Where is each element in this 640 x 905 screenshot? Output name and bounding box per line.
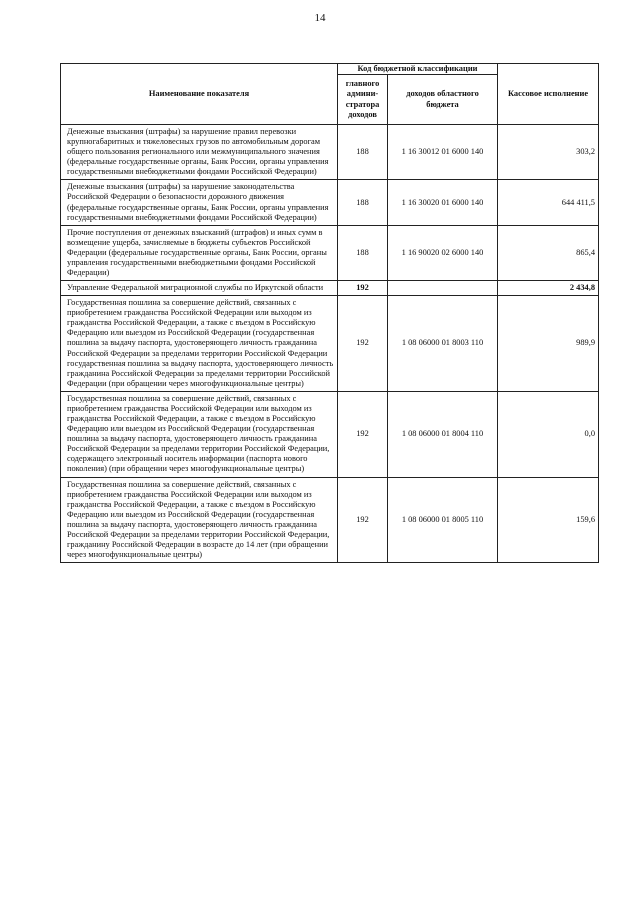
administrator-code-cell: 192 [338,391,388,477]
table-row [61,180,599,225]
revenue-code-cell: 1 08 06000 01 8004 110 [388,391,498,477]
cash-execution-cell: 2 434,8 [498,281,599,296]
table-row [61,477,599,563]
indicator-name-cell: Государственная пошлина за совершение действий, связанных с приобретением гражданства Российской Федерации или выходом из гражданства Российской Федерации, а также с въездом в Российскую Федерацию или выездом из Российской Федерации (государственная пошлина за выдачу паспорта, удостоверяющего личность гражданина Российской Федерации за пределами территории Российской Федерации, содержащего электронный носитель информации (паспорта нового поколения) (при обращении через многофункциональные центры) [61,391,338,477]
indicator-name-cell: Денежные взыскания (штрафы) за нарушение правил перевозки крупногабаритных и тяжеловесных грузов по автомобильным дорогам общего пользования регионального или межмуниципального значения (федеральные государственные органы, Банк России, органы управления государственными внебюджетными фондами Российской Федерации) [61,125,338,180]
administrator-code-cell: 192 [338,281,388,296]
administrator-code-cell: 188 [338,125,388,180]
administrator-code-cell: 188 [338,225,388,280]
revenue-code-cell: 1 16 30012 01 6000 140 [388,125,498,180]
revenue-code-cell [388,281,498,296]
cash-execution-cell: 989,9 [498,296,599,392]
indicator-name-cell: Государственная пошлина за совершение действий, связанных с приобретением гражданства Российской Федерации или выходом из гражданства Российской Федерации, а также с въездом в Российскую Федерацию или выездом из Российской Федерации (государственная пошлина за выдачу паспорта, удостоверяющего личность гражданина Российской Федерации за пределами территории Российской Федерации государственная пошлина за выдачу паспорта, удостоверяющего личность гражданина Российской Федерации за пределами территории Российской Федерации (при обращении через многофункциональные центры) [61,296,338,392]
administrator-code-cell: 192 [338,296,388,392]
revenue-table [60,63,599,563]
indicator-name-cell: Прочие поступления от денежных взысканий (штрафов) и иных сумм в возмещение ущерба, зачисляемые в бюджеты субъектов Российской Федерации (федеральные государственные органы, Банк России, органы управления государственными внебюджетными фондами Российской Федерации) [61,225,338,280]
revenue-code-cell: 1 16 90020 02 6000 140 [388,225,498,280]
organization-row [61,281,599,296]
cash-execution-cell: 0,0 [498,391,599,477]
cash-execution-cell: 159,6 [498,477,599,563]
cash-execution-cell: 865,4 [498,225,599,280]
revenue-code-cell: 1 16 30020 01 6000 140 [388,180,498,225]
cash-execution-cell: 303,2 [498,125,599,180]
table-row [61,391,599,477]
indicator-name-cell: Управление Федеральной миграционной службы по Иркутской области [61,281,338,296]
table-body [61,125,599,563]
header-indicator-name: Наименование показателя [61,64,338,125]
revenue-code-cell: 1 08 06000 01 8005 110 [388,477,498,563]
revenue-code-cell: 1 08 06000 01 8003 110 [388,296,498,392]
header-budget-classification-code: Код бюджетной классификации [338,64,498,75]
indicator-name-cell: Государственная пошлина за совершение действий, связанных с приобретением гражданства Российской Федерации или выходом из гражданства Российской Федерации, а также с въездом в Российскую Федерацию или выездом из Российской Федерации (государственная пошлина за выдачу паспорта, удостоверяющего личность гражданина Российской Федерации за пределами территории Российской Федерации, гражданину Российской Федерации в возрасте до 14 лет (при обращении через многофункциональные центры) [61,477,338,563]
header-cash-execution: Кассовое исполнение [498,64,599,125]
header-main-administrator: главного админи-стратора доходов [338,75,388,125]
table-row [61,125,599,180]
indicator-name-cell: Денежные взыскания (штрафы) за нарушение законодательства Российской Федерации о безопасности дорожного движения (федеральные государственные органы, Банк России, органы управления государственными внебюджетными фондами Российской Федерации) [61,180,338,225]
administrator-code-cell: 192 [338,477,388,563]
cash-execution-cell: 644 411,5 [498,180,599,225]
page-number: 14 [314,12,326,24]
administrator-code-cell: 188 [338,180,388,225]
header-regional-budget-revenue: доходов областного бюджета [388,75,498,125]
table-row [61,296,599,392]
table-row [61,225,599,280]
